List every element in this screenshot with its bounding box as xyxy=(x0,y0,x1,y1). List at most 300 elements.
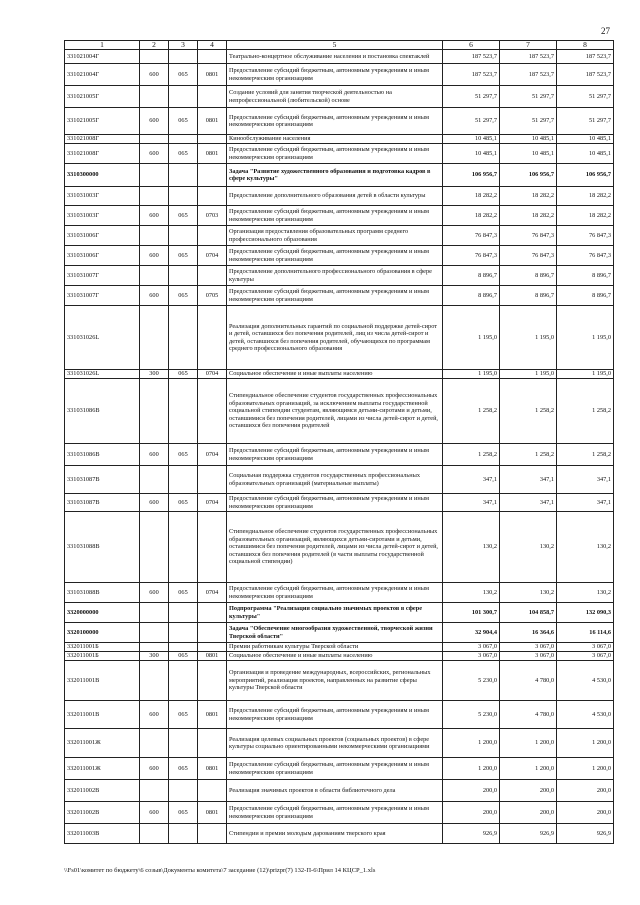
header-col-2: 2 xyxy=(140,41,169,50)
row-dept: 065 xyxy=(169,246,198,266)
row-code: 331031007Г xyxy=(65,286,140,306)
row-value-col7: 926,9 xyxy=(500,824,557,844)
row-value-col8: 1 258,2 xyxy=(557,444,614,466)
page-number: 27 xyxy=(601,26,610,36)
row-value-col6: 51 297,7 xyxy=(443,108,500,135)
row-description: Задача "Обеспечение многообразия художественной, творческой жизни Тверской области" xyxy=(227,623,443,643)
row-value-col8: 106 956,7 xyxy=(557,164,614,187)
table-row xyxy=(65,643,614,652)
row-value-col7: 1 200,0 xyxy=(500,729,557,758)
row-code: 331021004Г xyxy=(65,50,140,64)
header-col-1: 1 xyxy=(65,41,140,50)
row-value-col7: 1 195,0 xyxy=(500,306,557,370)
table-row xyxy=(65,246,614,266)
row-section: 0704 xyxy=(198,583,227,603)
row-value-col7: 18 282,2 xyxy=(500,206,557,226)
row-value-col7: 347,1 xyxy=(500,494,557,512)
row-dept xyxy=(169,466,198,494)
row-value-col6: 32 904,4 xyxy=(443,623,500,643)
row-section xyxy=(198,623,227,643)
row-description: Реализация значимых проектов в области библиотечного дела xyxy=(227,780,443,802)
row-section xyxy=(198,512,227,583)
row-value-col6: 187 523,7 xyxy=(443,50,500,64)
table-row xyxy=(65,661,614,701)
row-value-col7: 106 956,7 xyxy=(500,164,557,187)
footer-file-path: \\Fs01\комитет по бюджету\6 созыв\Документы комитета\7 заседание (12)\prizpr(7) 132-П-6\Прил 14 КЦСР_1.xls xyxy=(64,867,376,874)
row-value-col6: 3 067,0 xyxy=(443,652,500,661)
row-description: Стипендиальное обеспечение студентов государственных профессиональных образовательных организаций, за исключением выплаты государственной социальной стипендии студентам, являющимся детьми-сиротами и детьми, оставшимися без попечения родителей, лицами из числа детей-сирот и детей, оставшихся без попечения родителей xyxy=(227,379,443,444)
budget-table xyxy=(64,40,614,844)
table-row xyxy=(65,652,614,661)
row-value-col7: 187 523,7 xyxy=(500,64,557,86)
row-value-col7: 4 780,0 xyxy=(500,701,557,729)
row-kind xyxy=(140,661,169,701)
table-row xyxy=(65,623,614,643)
row-section: 0801 xyxy=(198,144,227,164)
row-section xyxy=(198,643,227,652)
row-dept xyxy=(169,780,198,802)
header-col-5: 5 xyxy=(227,41,443,50)
row-description: Реализация целевых социальных проектов (социальных проектов) в сфере культуры социально ориентированными некоммерческими организациями xyxy=(227,729,443,758)
row-code: 332011001Ж xyxy=(65,729,140,758)
row-dept xyxy=(169,135,198,144)
row-description: Предоставление субсидий бюджетным, автономным учреждениям и иным некоммерческим организациям xyxy=(227,802,443,824)
row-description: Стипендии и премии молодым дарованиям тверского края xyxy=(227,824,443,844)
row-description: Премии работникам культуры Тверской области xyxy=(227,643,443,652)
row-kind: 600 xyxy=(140,246,169,266)
row-value-col8: 187 523,7 xyxy=(557,50,614,64)
row-value-col7: 18 282,2 xyxy=(500,187,557,206)
row-value-col6: 76 847,3 xyxy=(443,226,500,246)
row-value-col6: 1 200,0 xyxy=(443,729,500,758)
row-kind xyxy=(140,643,169,652)
table-row xyxy=(65,603,614,623)
row-section: 0801 xyxy=(198,64,227,86)
row-value-col6: 347,1 xyxy=(443,466,500,494)
row-value-col7: 187 523,7 xyxy=(500,50,557,64)
table-row xyxy=(65,370,614,379)
row-kind xyxy=(140,86,169,108)
table-row xyxy=(65,187,614,206)
row-dept xyxy=(169,226,198,246)
row-value-col8: 76 847,3 xyxy=(557,226,614,246)
row-value-col6: 3 067,0 xyxy=(443,643,500,652)
row-value-col6: 347,1 xyxy=(443,494,500,512)
row-description: Предоставление субсидий бюджетным, автономным учреждениям и иным некоммерческим организациям xyxy=(227,494,443,512)
row-description: Предоставление дополнительного образования детей в области культуры xyxy=(227,187,443,206)
row-value-col8: 18 282,2 xyxy=(557,187,614,206)
row-kind xyxy=(140,164,169,187)
row-description: Подпрограмма "Реализация социально значимых проектов в сфере культуры" xyxy=(227,603,443,623)
row-section: 0705 xyxy=(198,286,227,306)
row-code: 331031006Г xyxy=(65,226,140,246)
row-description: Предоставление субсидий бюджетным, автономным учреждениям и иным некоммерческим организациям xyxy=(227,108,443,135)
row-section: 0704 xyxy=(198,246,227,266)
row-kind: 600 xyxy=(140,583,169,603)
row-value-col8: 8 896,7 xyxy=(557,266,614,286)
row-value-col8: 926,9 xyxy=(557,824,614,844)
table-row xyxy=(65,86,614,108)
row-value-col6: 5 230,0 xyxy=(443,661,500,701)
table-row xyxy=(65,306,614,370)
table-row xyxy=(65,494,614,512)
row-description: Задача "Развитие художественного образования и подготовка кадров в сфере культуры" xyxy=(227,164,443,187)
row-dept: 065 xyxy=(169,494,198,512)
row-value-col6: 130,2 xyxy=(443,512,500,583)
row-kind: 600 xyxy=(140,802,169,824)
row-value-col6: 1 200,0 xyxy=(443,758,500,780)
row-dept: 065 xyxy=(169,583,198,603)
row-kind: 300 xyxy=(140,652,169,661)
row-value-col7: 347,1 xyxy=(500,466,557,494)
row-value-col8: 4 530,0 xyxy=(557,701,614,729)
row-value-col6: 1 195,0 xyxy=(443,370,500,379)
row-section xyxy=(198,824,227,844)
row-value-col7: 51 297,7 xyxy=(500,86,557,108)
row-code: 331031006Г xyxy=(65,246,140,266)
table-row xyxy=(65,286,614,306)
row-section xyxy=(198,780,227,802)
row-description: Театрально-концертное обслуживание населения и постановка спектаклей xyxy=(227,50,443,64)
row-code: 331021004Г xyxy=(65,64,140,86)
row-value-col7: 10 485,1 xyxy=(500,144,557,164)
row-kind xyxy=(140,266,169,286)
row-section: 0704 xyxy=(198,370,227,379)
row-code: 3320100000 xyxy=(65,623,140,643)
row-dept xyxy=(169,187,198,206)
row-kind: 300 xyxy=(140,370,169,379)
row-value-col7: 76 847,3 xyxy=(500,246,557,266)
row-value-col6: 5 230,0 xyxy=(443,701,500,729)
row-value-col7: 1 258,2 xyxy=(500,444,557,466)
row-code: 332011003В xyxy=(65,824,140,844)
row-kind xyxy=(140,466,169,494)
row-kind: 600 xyxy=(140,701,169,729)
table-row xyxy=(65,379,614,444)
table-row xyxy=(65,226,614,246)
row-description: Стипендиальное обеспечение студентов государственных профессиональных образовательных организаций, являющихся детьми-сиротами и детьми, оставшимися без попечения родителей, лицами из числа детей-сирот и детей, оставшихся без попечения родителей (в части выплаты государственной социальной стипендии) xyxy=(227,512,443,583)
header-col-6: 6 xyxy=(443,41,500,50)
row-value-col7: 3 067,0 xyxy=(500,652,557,661)
row-dept xyxy=(169,603,198,623)
row-value-col7: 200,0 xyxy=(500,780,557,802)
row-section: 0801 xyxy=(198,108,227,135)
row-kind: 600 xyxy=(140,494,169,512)
row-value-col8: 51 297,7 xyxy=(557,86,614,108)
row-description: Предоставление субсидий бюджетным, автономным учреждениям и иным некоммерческим организациям xyxy=(227,206,443,226)
row-value-col6: 10 485,1 xyxy=(443,144,500,164)
table-row xyxy=(65,64,614,86)
table-row xyxy=(65,466,614,494)
row-value-col6: 106 956,7 xyxy=(443,164,500,187)
row-value-col8: 1 195,0 xyxy=(557,306,614,370)
row-value-col7: 1 258,2 xyxy=(500,379,557,444)
row-description: Кинообслуживание населения xyxy=(227,135,443,144)
row-section xyxy=(198,50,227,64)
row-value-col6: 8 896,7 xyxy=(443,286,500,306)
row-dept: 065 xyxy=(169,701,198,729)
table-row xyxy=(65,802,614,824)
row-description: Предоставление субсидий бюджетным, автономным учреждениям и иным некоммерческим организациям xyxy=(227,444,443,466)
row-code: 332011002В xyxy=(65,780,140,802)
row-value-col8: 200,0 xyxy=(557,780,614,802)
table-row xyxy=(65,135,614,144)
row-value-col6: 200,0 xyxy=(443,780,500,802)
row-section: 0801 xyxy=(198,802,227,824)
row-kind xyxy=(140,226,169,246)
row-value-col8: 347,1 xyxy=(557,466,614,494)
row-description: Предоставление дополнительного профессионального образования в сфере культуры xyxy=(227,266,443,286)
row-dept: 065 xyxy=(169,144,198,164)
table-row xyxy=(65,824,614,844)
row-code: 331021008Г xyxy=(65,144,140,164)
row-code: 331031088В xyxy=(65,583,140,603)
row-value-col8: 8 896,7 xyxy=(557,286,614,306)
row-section: 0801 xyxy=(198,652,227,661)
row-kind xyxy=(140,780,169,802)
row-value-col8: 10 485,1 xyxy=(557,144,614,164)
row-dept xyxy=(169,379,198,444)
row-section: 0801 xyxy=(198,701,227,729)
row-code: 331021005Г xyxy=(65,108,140,135)
row-value-col6: 18 282,2 xyxy=(443,206,500,226)
row-kind: 600 xyxy=(140,286,169,306)
row-value-col8: 10 485,1 xyxy=(557,135,614,144)
row-dept xyxy=(169,512,198,583)
row-description: Предоставление субсидий бюджетным, автономным учреждениям и иным некоммерческим организациям xyxy=(227,701,443,729)
row-value-col7: 1 200,0 xyxy=(500,758,557,780)
table-row xyxy=(65,50,614,64)
table-row xyxy=(65,758,614,780)
row-value-col8: 3 067,0 xyxy=(557,652,614,661)
row-value-col7: 16 364,6 xyxy=(500,623,557,643)
row-description: Предоставление субсидий бюджетным, автономным учреждениям и иным некоммерческим организациям xyxy=(227,144,443,164)
row-value-col7: 3 067,0 xyxy=(500,643,557,652)
row-code: 331031086В xyxy=(65,379,140,444)
row-section xyxy=(198,226,227,246)
row-section: 0801 xyxy=(198,758,227,780)
row-code: 331031003Г xyxy=(65,206,140,226)
row-section: 0703 xyxy=(198,206,227,226)
row-kind: 600 xyxy=(140,758,169,780)
row-value-col6: 76 847,3 xyxy=(443,246,500,266)
row-value-col6: 1 258,2 xyxy=(443,379,500,444)
row-description: Предоставление субсидий бюджетным, автономным учреждениям и иным некоммерческим организациям xyxy=(227,246,443,266)
row-value-col8: 76 847,3 xyxy=(557,246,614,266)
row-value-col8: 51 297,7 xyxy=(557,108,614,135)
row-description: Предоставление субсидий бюджетным, автономным учреждениям и иным некоммерческим организациям xyxy=(227,583,443,603)
row-value-col8: 347,1 xyxy=(557,494,614,512)
row-section xyxy=(198,661,227,701)
row-kind xyxy=(140,623,169,643)
row-description: Предоставление субсидий бюджетным, автономным учреждениям и иным некоммерческим организациям xyxy=(227,64,443,86)
header-col-8: 8 xyxy=(557,41,614,50)
row-value-col7: 104 858,7 xyxy=(500,603,557,623)
row-code: 3320000000 xyxy=(65,603,140,623)
row-description: Организация и проведение международных, всероссийских, региональных мероприятий, реализация проектов, направленных на развитие сферы культуры Тверской области xyxy=(227,661,443,701)
row-value-col8: 130,2 xyxy=(557,583,614,603)
row-description: Создание условий для занятия творческой деятельностью на непрофессиональной (любительской) основе xyxy=(227,86,443,108)
row-kind xyxy=(140,306,169,370)
row-section xyxy=(198,164,227,187)
row-value-col7: 1 195,0 xyxy=(500,370,557,379)
row-code: 331031026L xyxy=(65,370,140,379)
row-value-col6: 1 195,0 xyxy=(443,306,500,370)
row-description: Социальное обеспечение и иные выплаты населению xyxy=(227,370,443,379)
row-dept xyxy=(169,643,198,652)
row-dept: 065 xyxy=(169,108,198,135)
row-dept: 065 xyxy=(169,444,198,466)
table-row xyxy=(65,583,614,603)
row-dept: 065 xyxy=(169,652,198,661)
row-value-col7: 4 780,0 xyxy=(500,661,557,701)
row-value-col8: 187 523,7 xyxy=(557,64,614,86)
row-kind xyxy=(140,824,169,844)
row-dept xyxy=(169,50,198,64)
row-value-col7: 130,2 xyxy=(500,583,557,603)
row-dept xyxy=(169,729,198,758)
row-code: 331031026L xyxy=(65,306,140,370)
row-dept xyxy=(169,824,198,844)
row-code: 332011001В xyxy=(65,661,140,701)
row-dept xyxy=(169,661,198,701)
row-dept: 065 xyxy=(169,370,198,379)
row-value-col8: 18 282,2 xyxy=(557,206,614,226)
row-kind: 600 xyxy=(140,64,169,86)
row-description: Социальное обеспечение и иные выплаты населению xyxy=(227,652,443,661)
row-section xyxy=(198,603,227,623)
row-kind: 600 xyxy=(140,108,169,135)
row-code: 331031087В xyxy=(65,494,140,512)
row-section xyxy=(198,306,227,370)
row-value-col6: 200,0 xyxy=(443,802,500,824)
row-value-col7: 76 847,3 xyxy=(500,226,557,246)
row-code: 331021005Г xyxy=(65,86,140,108)
row-code: 3310300000 xyxy=(65,164,140,187)
table-row xyxy=(65,206,614,226)
row-code: 331031086В xyxy=(65,444,140,466)
row-dept xyxy=(169,623,198,643)
table-header-row xyxy=(65,41,614,50)
row-kind: 600 xyxy=(140,444,169,466)
row-dept xyxy=(169,86,198,108)
row-value-col6: 101 300,7 xyxy=(443,603,500,623)
row-section: 0704 xyxy=(198,444,227,466)
row-value-col6: 10 485,1 xyxy=(443,135,500,144)
row-dept: 065 xyxy=(169,206,198,226)
row-kind xyxy=(140,135,169,144)
table-row xyxy=(65,108,614,135)
row-kind xyxy=(140,512,169,583)
row-dept: 065 xyxy=(169,802,198,824)
row-code: 331031007Г xyxy=(65,266,140,286)
row-section xyxy=(198,729,227,758)
table-row xyxy=(65,729,614,758)
row-section xyxy=(198,135,227,144)
row-value-col6: 1 258,2 xyxy=(443,444,500,466)
row-value-col7: 8 896,7 xyxy=(500,286,557,306)
row-value-col7: 51 297,7 xyxy=(500,108,557,135)
row-section xyxy=(198,266,227,286)
row-code: 332011001В xyxy=(65,701,140,729)
row-value-col6: 51 297,7 xyxy=(443,86,500,108)
row-code: 332011001Б xyxy=(65,652,140,661)
row-value-col7: 200,0 xyxy=(500,802,557,824)
row-dept xyxy=(169,306,198,370)
row-value-col8: 1 258,2 xyxy=(557,379,614,444)
row-code: 331021008Г xyxy=(65,135,140,144)
table-row xyxy=(65,512,614,583)
table-row xyxy=(65,266,614,286)
row-code: 331031088В xyxy=(65,512,140,583)
row-kind xyxy=(140,187,169,206)
row-description: Социальная поддержка студентов государственных профессиональных образовательных организаций (материальные выплаты) xyxy=(227,466,443,494)
row-value-col8: 1 200,0 xyxy=(557,729,614,758)
row-kind xyxy=(140,603,169,623)
row-value-col6: 926,9 xyxy=(443,824,500,844)
row-code: 332011001Ж xyxy=(65,758,140,780)
row-code: 332011001Б xyxy=(65,643,140,652)
row-value-col7: 8 896,7 xyxy=(500,266,557,286)
table-row xyxy=(65,144,614,164)
row-kind xyxy=(140,729,169,758)
row-value-col8: 16 114,6 xyxy=(557,623,614,643)
header-col-3: 3 xyxy=(169,41,198,50)
row-kind: 600 xyxy=(140,206,169,226)
row-value-col8: 130,2 xyxy=(557,512,614,583)
row-section xyxy=(198,187,227,206)
row-section xyxy=(198,86,227,108)
row-code: 332011002В xyxy=(65,802,140,824)
row-value-col7: 130,2 xyxy=(500,512,557,583)
row-dept xyxy=(169,164,198,187)
row-dept xyxy=(169,266,198,286)
table-row xyxy=(65,701,614,729)
row-description: Предоставление субсидий бюджетным, автономным учреждениям и иным некоммерческим организациям xyxy=(227,286,443,306)
row-value-col7: 10 485,1 xyxy=(500,135,557,144)
row-dept: 065 xyxy=(169,286,198,306)
table-row xyxy=(65,444,614,466)
row-value-col6: 18 282,2 xyxy=(443,187,500,206)
row-code: 331031003Г xyxy=(65,187,140,206)
row-dept: 065 xyxy=(169,758,198,780)
row-section xyxy=(198,466,227,494)
row-value-col8: 1 200,0 xyxy=(557,758,614,780)
row-kind xyxy=(140,379,169,444)
row-value-col6: 8 896,7 xyxy=(443,266,500,286)
header-col-7: 7 xyxy=(500,41,557,50)
row-kind xyxy=(140,50,169,64)
row-dept: 065 xyxy=(169,64,198,86)
table-row xyxy=(65,780,614,802)
row-description: Реализация дополнительных гарантий по социальной поддержке детей-сирот и детей, оставшихся без попечения родителей, лиц из числа детей-сирот и детей, оставшихся без попечения родителей, обучающихся по программам среднего профессионального образования xyxy=(227,306,443,370)
row-kind: 600 xyxy=(140,144,169,164)
table-row xyxy=(65,164,614,187)
row-section: 0704 xyxy=(198,494,227,512)
row-value-col6: 130,2 xyxy=(443,583,500,603)
row-code: 331031087В xyxy=(65,466,140,494)
row-value-col8: 3 067,0 xyxy=(557,643,614,652)
row-value-col8: 4 530,0 xyxy=(557,661,614,701)
row-value-col8: 132 090,3 xyxy=(557,603,614,623)
header-col-4: 4 xyxy=(198,41,227,50)
row-description: Организация предоставления образовательных программ среднего профессионального образования xyxy=(227,226,443,246)
row-value-col8: 200,0 xyxy=(557,802,614,824)
row-section xyxy=(198,379,227,444)
row-description: Предоставление субсидий бюджетным, автономным учреждениям и иным некоммерческим организациям xyxy=(227,758,443,780)
row-value-col6: 187 523,7 xyxy=(443,64,500,86)
row-value-col8: 1 195,0 xyxy=(557,370,614,379)
